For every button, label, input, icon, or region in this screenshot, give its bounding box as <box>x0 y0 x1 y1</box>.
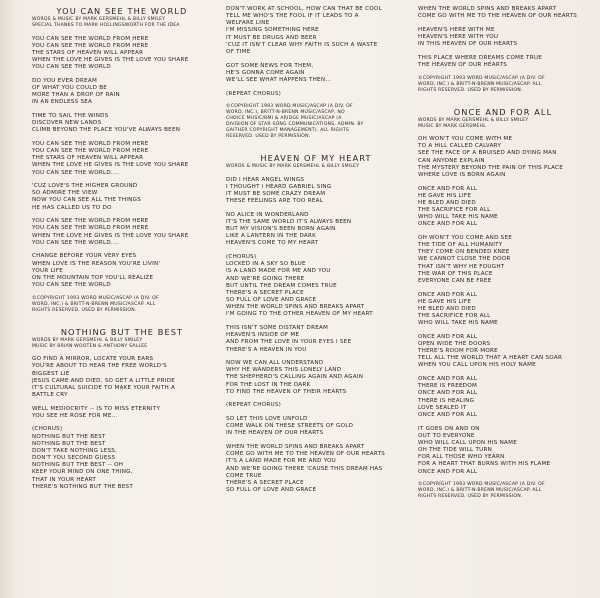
lyric-line: KEEP YOUR MIND ON ONE THING, <box>32 469 133 476</box>
lyric-line: WHY HE WANDERS THIS LONELY LAND <box>226 367 342 374</box>
lyric-line: ONCE AND FOR ALL <box>418 291 478 298</box>
lyric-line: WHEN THE LOVE HE GIVES IS THE LOVE YOU SHARE <box>32 232 189 239</box>
copyright-line: WORD, INC.) & BRITT-N-BRENN MUSIC/ASCAP. ALL <box>32 301 156 307</box>
copyright-line: WORD, INC.) & BRITT-N-BRENN MUSIC/ASCAP. ALL <box>418 81 542 87</box>
lyric-line: THE SHEPHERD'S CALLING AGAIN AND AGAIN <box>226 374 364 381</box>
lyric-line: (CHORUS) <box>226 254 257 261</box>
lyric-line: COME GO WITH ME TO THE HEAVEN OF OUR HEARTS <box>418 13 578 20</box>
lyric-stanza <box>32 113 212 134</box>
copyright-line: WORD, INC.) & BRITT-N-BRENN MUSIC/ASCAP. ALL <box>418 488 542 494</box>
lyric-line: ONCE AND FOR ALL <box>418 221 478 228</box>
lyric-line: WHEN THE WORLD SPINS AND BREAKS APART <box>226 444 365 451</box>
lyric-line: AND FROM THE LOVE IN YOUR EYES I SEE <box>226 339 352 346</box>
lyric-line: AND WE'RE GOING THERE 'CAUSE THIS DREAM HAS <box>226 465 383 472</box>
lyric-line: THERE'S A SECRET PLACE <box>226 479 304 486</box>
lyric-line: ONCE AND FOR ALL <box>418 333 478 340</box>
lyric-line: THERE IS HEALING <box>418 397 475 404</box>
lyric-line: THERE IS FREEDOM <box>418 383 478 390</box>
lyric-line: WE'LL SEE WHAT HAPPENS THEN... <box>226 76 332 83</box>
lyric-line: THERE'S ROOM FOR MORE <box>418 348 498 355</box>
song-credits: WORDS BY MARK GERSMEHL & BILLY SMILEY <box>418 117 529 123</box>
lyric-line: THE WAR OF THIS PLACE <box>418 270 493 277</box>
lyric-line: BATTLE CRY <box>32 391 68 398</box>
lyric-line: THE SACRIFICE FOR ALL <box>418 313 491 320</box>
song-section <box>226 153 406 494</box>
lyric-line: (REPEAT CHORUS) <box>226 90 282 97</box>
song-credits: WORDS & MUSIC BY MARK GERSMEHL & BILLY SMILEY <box>226 164 360 170</box>
lyric-line: LOVE SEALED IT <box>418 404 467 411</box>
song-section <box>32 6 212 314</box>
lyric-line: ONCE AND FOR ALL <box>418 185 478 192</box>
lyric-line: NOTHING BUT THE BEST <box>32 440 106 447</box>
lyric-line: SO LET THIS LOVE UNFOLD <box>226 416 308 423</box>
lyric-line: HE BLED AND DIED <box>418 305 476 312</box>
lyric-line: JESUS CAME AND DIED, SO GET A LITTLE PRIDE <box>32 377 176 384</box>
lyric-line: CHANGE BEFORE YOUR VERY EYES <box>32 253 137 260</box>
lyric-line: IT MUST BE DRUGS AND BEER <box>226 34 317 41</box>
lyric-stanza <box>226 325 406 354</box>
lyric-line: HE GAVE HIS LIFE <box>418 298 472 305</box>
lyric-line: YOU CAN SEE THE WORLD.... <box>32 239 120 246</box>
lyric-line: COME TRUE <box>226 472 262 479</box>
lyric-line: LIKE A LANTERN IN THE DARK <box>226 233 317 240</box>
lyric-line: YOUR LIFE <box>32 267 64 274</box>
lyric-line: THIS ISN'T SOME DISTANT DREAM <box>226 325 329 332</box>
lyric-line: DO YOU EVER DREAM <box>32 77 98 84</box>
lyric-stanza <box>418 292 588 328</box>
lyric-line: IT MUST BE SOME CRAZY DREAM <box>226 191 326 198</box>
lyric-stanza <box>226 254 406 318</box>
lyric-line: YOU CAN SEE THE WORLD FROM HERE <box>32 148 149 155</box>
lyric-line: SEE THE FACE OF A BRUISED AND DYING MAN <box>418 150 557 157</box>
lyric-line: SO ADMIRE THE VIEW <box>32 190 98 197</box>
lyric-line: FOR ALL THOSE WHO YEARN <box>418 454 505 461</box>
lyric-line: WHO WILL CALL UPON HIS NAME <box>418 439 517 446</box>
lyric-line: WELFARE LINE <box>226 20 270 27</box>
lyric-stanza <box>32 356 212 399</box>
lyric-line: I'M MISSING SOMETHING HERE <box>226 27 319 34</box>
lyric-line: THERE'S A HEAVEN IN YOU <box>226 346 307 353</box>
lyric-stanza <box>418 376 588 419</box>
lyric-line: YOU SEE HE ROSE FOR ME... <box>32 412 118 419</box>
lyric-line: 'CUZ LOVE'S THE HIGHER GROUND <box>32 183 138 190</box>
lyric-stanza <box>32 141 212 177</box>
lyric-line: ONCE AND FOR ALL <box>418 411 478 418</box>
lyric-line: THAT ISN'T WHY HE FOUGHT <box>418 263 505 270</box>
lyric-line: AND WE'RE GOING THERE <box>226 275 305 282</box>
lyric-line: DON'T WORK AT SCHOOL, HOW CAN THAT BE COOL <box>226 6 382 12</box>
lyric-line: NO ALICE IN WONDERLAND <box>226 211 309 218</box>
lyric-stanza <box>418 186 588 229</box>
lyric-line: ONCE AND FOR ALL <box>418 376 478 383</box>
lyric-line: WHEN THE WORLD SPINS AND BREAKS APART <box>226 304 365 311</box>
lyric-stanza <box>418 136 588 179</box>
lyric-line: HE HAS CALLED US TO DO <box>32 204 112 211</box>
lyric-line: TIME TO SAIL THE WINDS <box>32 112 109 119</box>
lyrics-column-2 <box>226 6 406 494</box>
lyric-line: DON'T YOU SECOND GUESS <box>32 455 116 462</box>
lyric-stanza <box>418 27 588 48</box>
lyric-line: DISCOVER NEW LANDS <box>32 120 102 127</box>
copyright-line: ©COPYRIGHT 1993 WORD MUSIC/ASCAP (A DIV. OF <box>418 482 545 488</box>
lyric-stanza <box>418 55 588 69</box>
lyric-line: IN THE HEAVEN OF OUR HEARTS <box>226 430 324 437</box>
lyric-line: OF WHAT YOU COULD BE <box>32 84 108 91</box>
song-title: YOU CAN SEE THE WORLD <box>56 6 188 16</box>
lyric-stanza <box>32 36 212 72</box>
lyrics-column-1 <box>32 6 212 491</box>
lyric-stanza <box>418 426 588 476</box>
lyric-line: TELL ME WHO'S THE FOOL IF IT LEADS TO A <box>226 13 359 20</box>
lyric-line: NOW YOU CAN SEE ALL THE THINGS <box>32 197 141 204</box>
lyric-line: HE'S GONNA COME AGAIN <box>226 69 305 76</box>
lyric-stanza <box>226 416 406 437</box>
lyric-stanza <box>226 91 406 98</box>
lyric-line: HEAVEN'S HERE WITH YOU <box>418 33 499 40</box>
lyric-stanza <box>226 63 406 84</box>
lyric-stanza <box>32 426 212 490</box>
lyric-line: THAT IN YOUR HEART <box>32 476 97 483</box>
lyric-line: BUT UNTIL THE DREAM COMES TRUE <box>226 282 337 289</box>
lyric-line: YOU CAN SEE THE WORLD FROM HERE <box>32 218 149 225</box>
lyric-line: OH WON'T YOU COME WITH ME <box>418 136 513 143</box>
lyric-stanza <box>32 183 212 212</box>
lyric-line: DON'T TAKE NOTHING LESS, <box>32 447 118 454</box>
lyric-line: HEAVEN'S COME TO MY HEART <box>226 240 319 247</box>
song-section <box>418 107 588 501</box>
lyric-line: WHO WILL TAKE HIS NAME <box>418 320 498 327</box>
lyric-line: YOU'RE ABOUT TO HEAR THE FREE WORLD'S <box>32 363 167 370</box>
song-title: NOTHING BUT THE BEST <box>60 326 184 337</box>
lyric-line: HE GAVE HIS LIFE <box>418 192 472 199</box>
lyric-stanza <box>226 6 406 56</box>
lyric-line: NOTHING BUT THE BEST -- OH <box>32 462 124 469</box>
lyric-line: GO FIND A MIRROR, LOCATE YOUR EARS <box>32 356 154 363</box>
song-credits: WORDS & MUSIC BY MARK GERSMEHL & BILLY SMILEY <box>32 17 166 22</box>
lyric-stanza <box>418 6 588 20</box>
lyric-line: OH THE TIDE WILL TURN <box>418 447 493 454</box>
song-section <box>32 327 212 491</box>
lyric-line: OH WON'T YOU COME AND SEE <box>418 234 513 241</box>
lyric-line: YOU CAN SEE THE WORLD <box>32 282 111 289</box>
song-title: HEAVEN OF MY HEART <box>260 153 372 164</box>
copyright-line: RIGHTS RESERVED. USED BY PERMISSION. <box>418 87 523 93</box>
lyric-line: IT'S THE SAME WORLD IT'S ALWAYS BEEN <box>226 219 352 225</box>
lyric-line: IT'S A LAND MADE FOR ME AND YOU <box>226 458 337 465</box>
lyric-line: WHEN THE LOVE HE GIVES IS THE LOVE YOU SHARE <box>32 162 189 169</box>
page-fold-shadow <box>0 0 14 598</box>
copyright-notice <box>32 296 212 314</box>
copyright-line: RIGHTS RESERVED. USED BY PERMISSION. <box>418 494 523 500</box>
lyric-stanza <box>226 360 406 396</box>
lyric-line: I'M GOING TO THE OTHER HEAVEN OF MY HEART <box>226 311 373 318</box>
lyric-line: EVERYONE CAN BE FREE <box>418 277 492 284</box>
lyric-line: WHERE LOVE IS BORN AGAIN <box>418 171 506 178</box>
lyric-line: WELL MEDIOCRITY -- IS TO MISS ETERNITY <box>32 405 161 412</box>
lyric-line: IN AN ENDLESS SEA <box>32 99 93 106</box>
lyric-line: WE CANNOT CLOSE THE DOOR <box>418 256 511 263</box>
lyric-line: (CHORUS) <box>32 426 63 433</box>
copyright-line: GAITHER COPYRIGHT MANAGEMENT). ALL RIGHTS <box>226 128 350 134</box>
lyric-line: YOU CAN SEE THE WORLD.... <box>32 169 120 176</box>
song-credits: WORDS BY MARK GERSMEHL & BILLY SMILEY <box>32 337 143 343</box>
lyric-line: DID I HEAR ANGEL WINGS <box>226 176 305 183</box>
lyric-line: IS A LAND MADE FOR ME AND YOU <box>226 268 331 275</box>
lyric-stanza <box>226 177 406 206</box>
lyric-line: BUT MY VISION'S BEEN BORN AGAIN <box>226 226 336 233</box>
lyric-line: LOCKED IN A SKY SO BLUE <box>226 261 306 268</box>
lyric-line: (REPEAT CHORUS) <box>226 402 282 409</box>
lyric-line: THERE'S A SECRET PLACE <box>226 289 304 296</box>
copyright-line: ©COPYRIGHT 1993 WORD MUSIC/ASCAP (A DIV. OF <box>32 295 159 301</box>
copyright-line: ©COPYRIGHT 1993 WORD MUSIC/ASCAP (A DIV. OF <box>418 75 545 81</box>
copyright-notice <box>418 76 588 94</box>
lyric-line: SO FULL OF LOVE AND GRACE <box>226 297 317 304</box>
song-credits: SPECIAL THANKS TO MARK HOLLINGSWORTH FOR THE IDEA <box>32 23 180 28</box>
lyric-line: COME GO WITH ME TO THE HEAVEN OF OUR HEARTS <box>226 451 386 458</box>
song-credits: MUSIC BY MARK GERSMEHL <box>418 123 487 129</box>
lyric-line: SO FULL OF LOVE AND GRACE <box>226 487 317 493</box>
copyright-line: WORD, INC.), BRITT-N-BRENN MUSIC/ASCAP, NO <box>226 110 345 116</box>
lyric-line: YOU CAN SEE THE WORLD <box>32 64 111 71</box>
song-title: ONCE AND FOR ALL <box>453 106 553 117</box>
lyric-line: YOU CAN SEE THE WORLD FROM HERE <box>32 42 149 49</box>
lyric-line: THE STARS OF HEAVEN WILL APPEAR <box>32 49 144 56</box>
lyric-line: WHO WILL TAKE HIS NAME <box>418 214 498 221</box>
lyric-line: ON THE MOUNTAIN TOP YOU'LL REALIZE <box>32 274 154 281</box>
lyric-line: THE SACRIFICE FOR ALL <box>418 207 491 213</box>
lyric-line: ONCE AND FOR ALL <box>418 390 478 397</box>
copyright-line: RESERVED. USED BY PERMISSION. <box>226 134 311 140</box>
song-credits: MUSIC BY BRIAN WOOTEN & ANTHONY SALLEE <box>32 343 148 349</box>
lyric-line: ONCE AND FOR ALL <box>418 468 478 475</box>
copyright-line: RIGHTS RESERVED. USED BY PERMISSION. <box>32 307 137 313</box>
lyric-stanza <box>32 78 212 107</box>
lyric-line: NOW WE CAN ALL UNDERSTAND <box>226 360 324 367</box>
lyric-line: HE BLED AND DIED <box>418 199 476 206</box>
lyric-line: CAN ANYONE EXPLAIN <box>418 157 485 164</box>
lyric-line: MORE THAN A DROP OF RAIN <box>32 92 120 99</box>
lyric-line: IN THIS HEAVEN OF OUR HEARTS <box>418 41 518 48</box>
lyric-line: HEAVEN'S INSIDE OF ME <box>226 332 300 339</box>
lyric-line: YOU CAN SEE THE WORLD FROM HERE <box>32 140 149 147</box>
lyric-line: 'CUZ IT ISN'T CLEAR WHY FAITH IS SUCH A WASTE <box>226 41 378 48</box>
lyric-line: COME WALK ON THESE STREETS OF GOLD <box>226 423 354 430</box>
song-section <box>418 6 588 94</box>
lyric-line: WHEN THE WORLD SPINS AND BREAKS APART <box>418 6 557 12</box>
lyric-line: FOR A HEART THAT BURNS WITH HIS FLAME <box>418 461 551 468</box>
lyric-line: I THOUGHT I HEARD GABRIEL SING <box>226 183 332 190</box>
lyric-stanza <box>32 406 212 420</box>
copyright-line: CHOICE MUSIC/BMI & ARIDGE MUSIC/ASCAP (A <box>226 116 342 122</box>
lyric-line: OUT TO EVERYONE <box>418 432 475 439</box>
lyric-stanza <box>32 218 212 247</box>
lyric-line: THIS PLACE WHERE DREAMS COME TRUE <box>418 54 542 61</box>
copyright-line: ©COPYRIGHT 1993 WORD MUSIC/ASCAP (A DIV. OF <box>226 104 353 110</box>
lyric-line: YOU CAN SEE THE WORLD FROM HERE <box>32 225 149 232</box>
lyric-line: FOR THE LOST IN THE DARK <box>226 381 311 388</box>
lyric-line: OF TIME <box>226 48 251 55</box>
lyric-line: HEAVEN'S HERE WITH ME <box>418 26 495 33</box>
copyright-notice <box>418 482 588 500</box>
lyric-line: WHEN YOU CALL UPON HIS HOLY NAME <box>418 362 536 369</box>
lyric-line: GOT SOME NEWS FOR THEM, <box>226 62 314 69</box>
lyric-line: THE HEAVEN OF OUR HEARTS <box>418 61 508 68</box>
lyric-stanza <box>226 212 406 248</box>
lyric-line: THE STARS OF HEAVEN WILL APPEAR <box>32 155 144 162</box>
lyric-stanza <box>418 334 588 370</box>
lyric-line: CLIMB BEYOND THE PLACE YOU'VE ALWAYS BEEN <box>32 127 181 134</box>
lyric-line: WHEN LOVE IS THE REASON YOU'RE LIVIN' <box>32 260 161 267</box>
lyric-stanza <box>226 444 406 494</box>
lyric-line: THE TIDE OF ALL HUMANITY <box>418 242 503 249</box>
lyric-line: THESE FEELINGS ARE TOO REAL <box>226 198 324 205</box>
lyric-stanza <box>32 253 212 289</box>
lyric-line: TO A HILL CALLED CALVARY <box>418 143 502 150</box>
lyric-line: WHEN THE LOVE HE GIVES IS THE LOVE YOU SHARE <box>32 56 189 63</box>
song-section <box>226 6 406 140</box>
lyric-line: BIGGEST LIE <box>32 370 70 377</box>
lyric-line: THERE'S NOTHING BUT THE BEST <box>32 483 134 490</box>
lyric-stanza <box>418 235 588 285</box>
lyric-line: YOU CAN SEE THE WORLD FROM HERE <box>32 35 149 42</box>
lyric-line: THEY COME ON BENDED KNEE <box>418 249 510 256</box>
lyric-line: IT GOES ON AND ON <box>418 425 480 432</box>
lyric-line: THE MYSTERY BEYOND THE PAIN OF THIS PLACE <box>418 164 563 171</box>
lyric-line: OPEN WIDE THE DOORS <box>418 341 491 347</box>
copyright-line: DIVISION OF STAR SONG COMMUNICATIONS, ADMIN. BY <box>226 122 364 128</box>
lyric-line: IT'S CULTURAL SUICIDE TO MAKE YOUR FAITH A <box>32 384 176 391</box>
lyrics-column-3 <box>418 6 588 500</box>
lyric-line: TO FIND THE HEAVEN OF THEIR HEARTS <box>226 388 347 395</box>
copyright-notice <box>226 104 406 140</box>
lyric-stanza <box>226 402 406 409</box>
lyric-line: TELL ALL THE WORLD THAT A HEART CAN SOAR <box>418 355 563 362</box>
lyric-line: NOTHING BUT THE BEST <box>32 433 106 440</box>
